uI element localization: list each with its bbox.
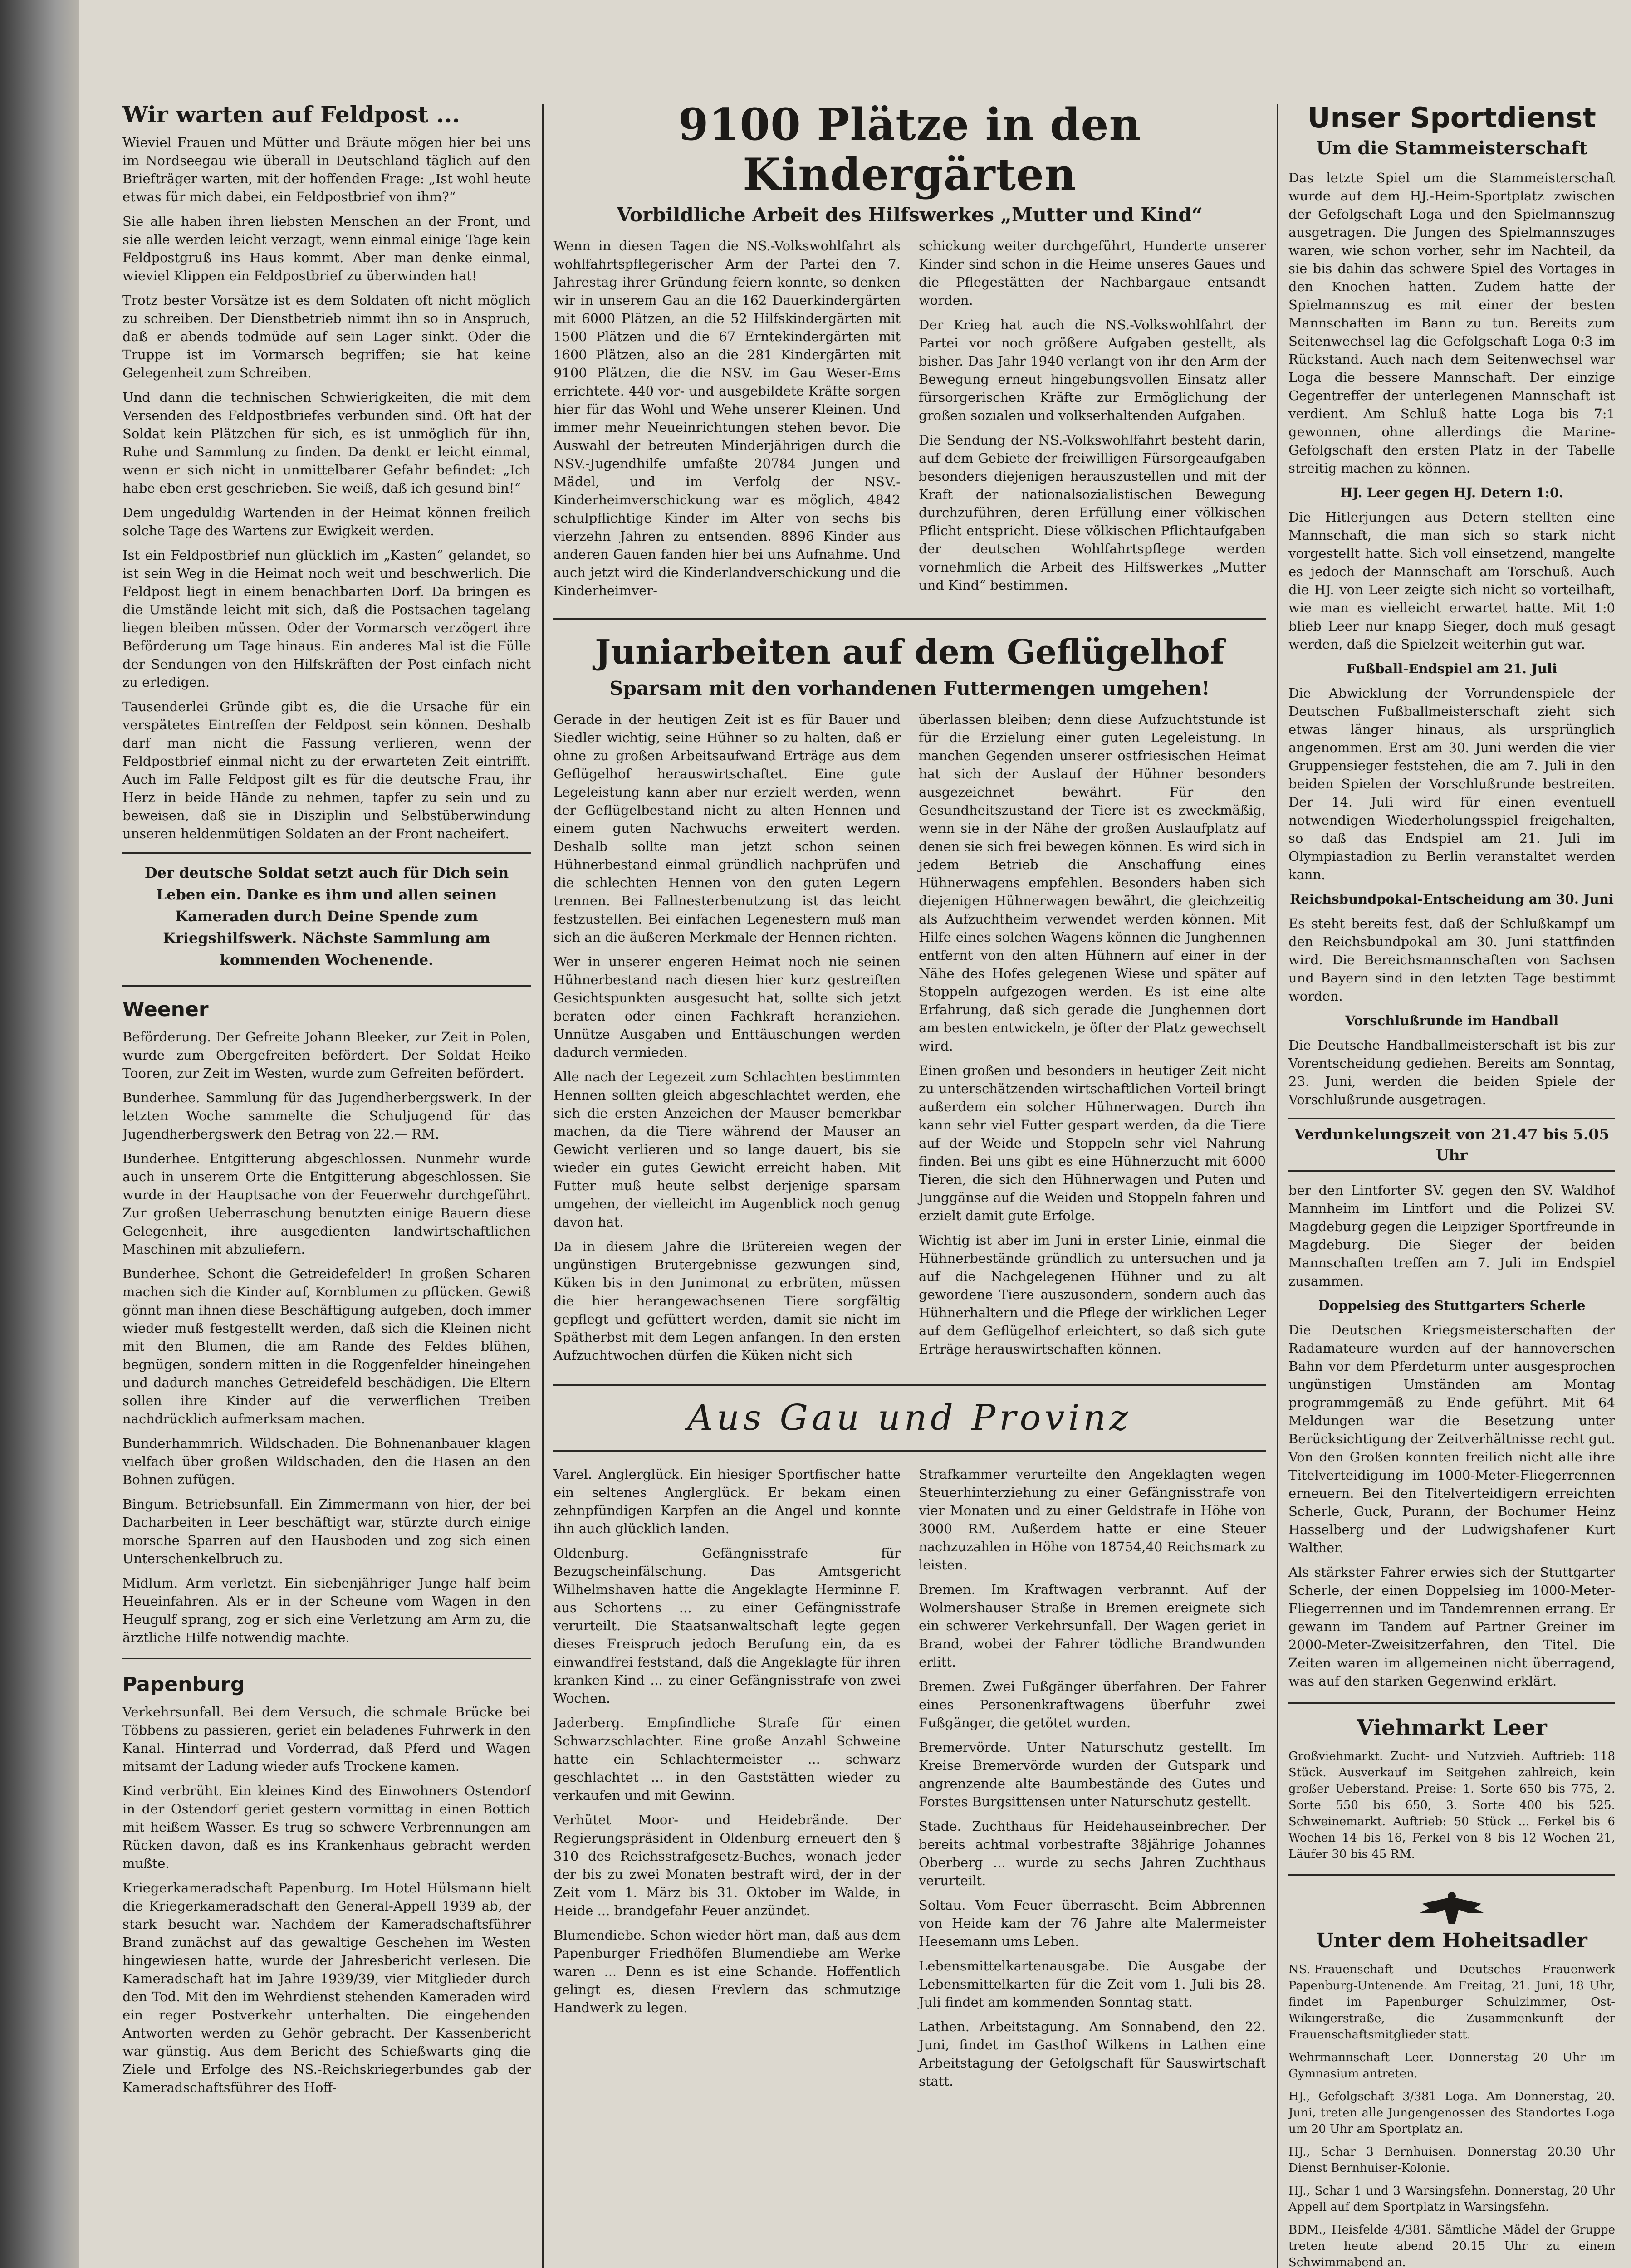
party-notices — [1288, 1961, 1615, 2268]
article-column — [919, 710, 1266, 1371]
news-item: Beförderung. Der Gefreite Johann Bleeker, zur Zeit in Polen, wurde zum Obergefreiten befördert. Der Soldat Heiko Tooren, zur Zeit im Westen, wurde zum Gefreiten befördert. — [122, 1029, 531, 1081]
sport-heading: Vorschlußrunde im Handball — [1345, 1013, 1559, 1028]
article-column — [919, 237, 1266, 606]
eagle-emblem-icon — [1418, 1888, 1486, 1929]
news-item: Bremen. Zwei Fußgänger überfahren. Der Fahrer eines Personenkraftwagens überfuhr zwei Fußgänger, die getötet wurden. — [919, 1679, 1266, 1730]
news-item: Blumendiebe. Schon wieder hört man, daß aus dem Papenburger Friedhöfen Blumendiebe am Werke waren ... Denn es ist eine Schande. Hoffentlich gelingt es, diesen Frevlern das schmutzige Handwerk zu legen. — [553, 1927, 901, 2015]
article-paragraph: Wichtig ist aber im Juni in erster Linie, einmal die Hühnerbestände gründlich zu untersuchen und ja auf die Nachgelegenen Hühner und zu alt gewordene Tiere auszusondern, sondern auch das Hühnerhaltern und die Pflege der wirklichen Leger auf dem Geflügelhof erleichtert, so daß sich gute Erträge herauswirtschaften können. — [919, 1232, 1266, 1357]
notice-item: Wehrmannschaft Leer. Donnerstag 20 Uhr im Gymnasium antreten. — [1288, 2051, 1615, 2081]
feldpost-paragraph: Und dann die technischen Schwierigkeiten, die mit dem Versenden des Feldpostbriefes verbunden sind. Oft hat der Soldat kein Plätzchen für sich, es ist unmöglich für ihn, Ruhe und Sammlung zu finden. Da denkt er leicht einmal, wenn er sich nicht in unmittelbarer Gefahr befindet: „Ich habe eben erst geschrieben. Sie weiß, daß ich gesund bin!“ — [122, 390, 531, 496]
notice-item: HJ., Schar 3 Bernhuisen. Donnerstag 20.30 Uhr Dienst Bernhuiser-Kolonie. — [1288, 2145, 1615, 2175]
article-paragraph: Der Krieg hat auch die NS.-Volkswohlfahrt der Partei vor noch größere Aufgaben gestellt, als bisher. Das Jahr 1940 verlangt von ihr den Arm der Bewegung erneut hingebungsvollen Einsatz aller fürsorgerischen Kräfte zur Ermöglichung der großen sozialen und volkserhaltenden Aufgaben. — [919, 317, 1266, 423]
news-column — [919, 1465, 1266, 2097]
regional-news-banner: Aus Gau und Provinz — [553, 1384, 1266, 1452]
column-divider — [542, 104, 544, 2268]
news-item: Bremervörde. Unter Naturschutz gestellt. Im Kreise Bremervörde wurden der Gutspark und angrenzende alte Baumbestände des Gutes und Forstes Burgsittensen unter Naturschutz gestellt. — [919, 1740, 1266, 1809]
news-item: Verhütet Moor- und Heidebrände. Der Regierungspräsident in Oldenburg erneuert den § 310 des Reichsstrafgesetz-Buches, wonach jeder der bis zu zwei Monaten bestraft wird, der in der Zeit vom 1. März bis 31. Oktober im Walde, in Heide ... brandgefahr Feuer anzündet. — [553, 1812, 901, 1918]
blackout-box — [1288, 1118, 1615, 1172]
sport-subtitle: Um die Stammeisterschaft — [1316, 137, 1587, 159]
divider — [1288, 1702, 1615, 1704]
news-item: Bremen. Im Kraftwagen verbrannt. Auf der Wolmershauser Straße in Bremen ereignete sich ein schwerer Verkehrsunfall. Der Wagen geriet in Brand, wobei der Fahrer tödliche Brandwunden erlitt. — [919, 1582, 1266, 1670]
news-item: Stade. Zuchthaus für Heidehauseinbrecher. Der bereits achtmal vorbestrafte 38jährige Johannes Oberberg ... wurde zu sechs Jahren Zuchthaus verurteilt. — [919, 1818, 1266, 1888]
feldpost-paragraph: Dem ungeduldig Wartenden in der Heimat können freilich solche Tage des Wartens zur Ewigkeit werden. — [122, 505, 531, 538]
poultry-subhead: Sparsam mit den vorhandenen Futtermengen umgehen! — [609, 677, 1210, 699]
sport-heading: Fußball-Endspiel am 21. Juli — [1347, 661, 1557, 676]
divider — [122, 1658, 531, 1659]
feldpost-paragraph: Sie alle haben ihren liebsten Menschen an der Front, und sie alle werden leicht verzagt, wenn einmal einige Tage kein Feldpostgruß ins Haus kommt. Aber man denke einmal, wieviel Klippen ein Feldpostbrief zu überwinden hat! — [122, 214, 531, 284]
feldpost-paragraph: Trotz bester Vorsätze ist es dem Soldaten oft nicht möglich zu schreiben. Der Dienstbetrieb nimmt ihn so in Anspruch, daß er abends todmüde auf sein Lager sinkt. Oder die Truppe ist im Vormarsch begriffen; sie hat keine Gelegenheit zum Schreiben. — [122, 293, 531, 381]
news-item: Soltau. Vom Feuer überrascht. Beim Abbrennen von Heide kam der 76 Jahre alte Malermeister Heesemann ums Leben. — [919, 1897, 1266, 1949]
article-paragraph: Gerade in der heutigen Zeit ist es für Bauer und Siedler wichtig, seine Hühner so zu halten, daß er ohne zu großen Arbeitsaufwand Erträge aus dem Geflügelhof herauswirtschaftet. Eine gute Legeleistung kann aber nur erzielt werden, wenn der Geflügelbestand nicht zu alten Hennen und einem guten Nachwuchs erweitert werden. Deshalb sollte man jetzt schon seinen Hühnerbestand einmal gründlich nachprüfen und die schlechten Hennen von den guten Legern trennen. Bei Fallnesterbenutzung ist das leicht festzustellen. Bei einfachen Legenestern muß man sich an die äußeren Merkmale der Hennen richten. — [553, 712, 901, 945]
papenburg-heading: Papenburg — [122, 1673, 245, 1696]
market-text: Großviehmarkt. Zucht- und Nutzvieh. Auftrieb: 118 Stück. Ausverkauf im Seitgehen zahlreich, kein großer Ueberstand. Preise: 1. Sorte 650 bis 775, 2. Sorte 550 bis 650, 3. Sorte 400 bis 525. Schweinemarkt. Auftrieb: 50 Stück ... Ferkel bis 6 Wochen 14 bis 16, Ferkel von 8 bis 12 Wochen 21, Läufer 30 bis 45 RM. — [1288, 1750, 1615, 1861]
column-1 — [122, 100, 531, 2268]
article-paragraph: Wenn in diesen Tagen die NS.-Volkswohlfahrt als wohlfahrtspflegerischer Arm der Partei den 7. Jahrestag ihrer Gründung feiern konnte, so denken wir in unserem Gau an die 162 Dauerkindergärten mit 6000 Plätzen, an die 52 Hilfskindergärten mit 1500 Plätzen und die 67 Erntekindergärten mit 1600 Plätzen, also an die 281 Kindergärten mit 9100 Plätzen, die die NSV. im Gau Weser-Ems errichtete. 440 vor- und ausgebildete Kräfte sorgen hier für das Wohl und Wehe unserer Kleinen. Und immer mehr Neueinrichtungen stehen bevor. Die Auswahl der betreuten Minderjährigen durch die NSV.-Jugendhilfe umfaßte 20784 Jungen und Mädel, und im Verfolg der NSV.-Kinderheimverschickung war es möglich, 4842 schulpflichtige Kinder im Alter von sechs bis vierzehn Jahren zu entsenden. 8896 Kinder aus anderen Gauen fanden hier bei uns Aufnahme. Und auch jetzt wird die Kinderlandverschickung und die Kinderheimver- — [553, 238, 901, 598]
news-item: Bunderhee. Sammlung für das Jugendherbergswerk. In der letzten Woche sammelte die Schuljugend für das Jugendherbergswerk den Betrag von 22.— RM. — [122, 1090, 531, 1142]
eagle-section-title: Unter dem Hoheitsadler — [1316, 1929, 1587, 1952]
feldpost-paragraph: Tausenderlei Gründe gibt es, die die Ursache für ein verspätetes Eintreffen der Feldpost sein können. Deshalb darf man nicht die Fassung verlieren, wenn der Feldpostbrief einmal nicht zu der erwarteten Zeit eintrifft. Auch im Falle Feldpost gilt es für die deutsche Frau, ihr Herz in beide Hände zu nehmen, tapfer zu sein und zu beweisen, daß sie in Disziplin und Selbstüberwindung unseren heldenmütigen Soldaten an der Front nacheifert. — [122, 699, 531, 841]
news-item: Bingum. Betriebsunfall. Ein Zimmermann von hier, der bei Dacharbeiten in Leer beschäftigt war, stürzte durch einige morsche Sparren auf den Hausboden und zog sich einen Unterschenkelbruch zu. — [122, 1496, 531, 1566]
sport-paragraph: Die Abwicklung der Vorrundenspiele der Deutschen Fußballmeisterschaft zieht sich etwas länger hinaus, als ursprünglich angenommen. Erst am 30. Juni werden die vier Gruppensieger feststehen, die am 7. Juli in den beiden Spielen der Vorschlußrunde bestreiten. Der 14. Juli wird für einen eventuell notwendigen Wiederholungsspiel freigehalten, so daß das Endspiel am 21. Juli im Olympiastadion zu Berlin veranstaltet werden kann. — [1288, 685, 1615, 882]
article-paragraph: überlassen bleiben; denn diese Aufzuchtstunde ist für die Erzielung einer guten Legeleistung. In manchen Gegenden unserer ostfriesischen Heimat hat sich der Auslauf der Hühner besonders ausgezeichnet bewährt. Für den Gesundheitszustand der Tiere ist es zweckmäßig, wenn sie in der Nähe der großen Auslaufplatz auf denen sie sich frei bewegen können. Es wird sich in jedem Betrieb die Anschaffung eines Hühnerwagens empfehlen. Besonders haben sich diejenigen Hühnerwagen bewährt, die gleichzeitig als Aufzuchtheim verwendet werden können. Mit Hilfe eines solchen Wagens können die Junghennen entfernt von den alten Hühnern auf einer in der Nähe des Hofes gelegenen Wiese und später auf Stoppeln aufgezogen werden. Es ist eine alte Erfahrung, daß sich gerade die Junghennen dort am besten entwickeln, je öfter der Platz gewechselt wird. — [919, 712, 1266, 1054]
column-2 — [553, 100, 1266, 2268]
papenburg-news — [122, 1703, 531, 2097]
kindergarten-article — [553, 237, 1266, 606]
article-column — [553, 237, 901, 606]
news-item: Verkehrsunfall. Bei dem Versuch, die schmale Brücke bei Többens zu passieren, geriet ein beladenes Fuhrwerk in den Kanal. Hinterrad und Vorderrad, daß Pferd und Wagen mitsamt der Ladung wieder aufs Trockene kamen. — [122, 1704, 531, 1774]
news-column — [553, 1465, 901, 2097]
article-paragraph: Einen großen und besonders in heutiger Zeit nicht zu unterschätzenden wirtschaftlichen Vorteil bringt außerdem ein solcher Hühnerwagen. Durch ihn kann sehr viel Futter gespart werden, da die Tiere auf der Weide und Stoppeln sehr viel Nahrung finden. Bei uns gibt es eine Hühnerzucht mit 6000 Tieren, die sich den Hühnerwagen und Puten und Junggänse auf die Weiden und Stoppeln fahren und erzielt damit gute Erfolge. — [919, 1063, 1266, 1223]
news-item: Kind verbrüht. Ein kleines Kind des Einwohners Ostendorf in der Ostendorf geriet gestern vormittag in einen Bottich mit heißem Wasser. Es trug so schwere Verbrennungen am Rücken davon, daß es ins Krankenhaus gebracht werden mußte. — [122, 1783, 531, 1871]
news-item: Lathen. Arbeitstagung. Am Sonnabend, den 22. Juni, findet im Gasthof Wilkens in Lathen eine Arbeitstagung der Gefolgschaft für Sauswirtschaft statt. — [919, 2019, 1266, 2089]
sport-section-title: Unser Sportdienst — [1308, 101, 1596, 134]
poultry-article — [553, 710, 1266, 1371]
news-item: Lebensmittelkartenausgabe. Die Ausgabe der Lebensmittelkarten für die Zeit vom 1. Juli bis 28. Juli findet am kommenden Sonntag statt. — [919, 1958, 1266, 2010]
donation-appeal: Der deutsche Soldat setzt auch für Dich sein Leben ein. Danke es ihm und allen seinen Kameraden durch Deine Spende zum Kriegshilfswerk. Nächste Sammlung am kommenden Wochenende. — [144, 864, 509, 968]
news-item: Bunderhee. Schont die Getreidefelder! In großen Scharen machen sich die Kinder auf, Kornblumen zu pflücken. Gewiß gönnt man ihnen diese Beschäftigung aufgeben, doch immer wieder muß festgestellt werden, daß sich die Kleinen nicht mit den Blumen, die am Rande des Feldes blühen, begnügen, sondern mitten in die Roggenfelder hineingehen und dadurch manches Getreidefeld beschädigen. Die Eltern sollen ihre Kinder auf die verwerflichen Treiben nachdrücklich aufmerksam machen. — [122, 1266, 531, 1427]
feldpost-paragraph: Wieviel Frauen und Mütter und Bräute mögen hier bei uns im Nordseegau wie überall in Deutschland täglich auf den Briefträger warten, mit der hoffenden Frage: „Ist wohl heute etwas für mich dabei, ein Feldpostbrief von ihm?“ — [122, 135, 531, 205]
sport-heading: Reichsbundpokal-Entscheidung am 30. Juni — [1290, 891, 1614, 907]
blackout-time: Verdunkelungszeit von 21.47 bis 5.05 Uhr — [1294, 1125, 1610, 1164]
notice-item: BDM., Heisfelde 4/381. Sämtliche Mädel der Gruppe treten heute abend 20.15 Uhr zu einem Schwimmabend an. — [1288, 2223, 1615, 2268]
article-column — [553, 710, 901, 1371]
news-item: Strafkammer verurteilte den Angeklagten wegen Steuerhinterziehung zu einer Gefängnisstrafe von vier Monaten und zu einer Geldstrafe in Höhe von 3000 RM. Außerdem hatte er eine Steuer nachzuzahlen in Höhe von 18754,40 Reichsmark zu leisten. — [919, 1466, 1266, 1573]
column-divider — [1277, 104, 1278, 2268]
news-item: Kriegerkameradschaft Papenburg. Im Hotel Hülsmann hielt die Kriegerkameradschaft den General-Appell 1939 ab, der stark besucht war. Nachdem der Kameradschaftsführer Brand zunächst auf das gewaltige Geschehen im Westen hingewiesen hatte, wurde der Jahresbericht verlesen. Die Kameradschaft hat im Jahre 1939/39, vier Mitglieder durch den Tod. Mit den im Wehrdienst stehenden Kameraden wird ein reger Postverkehr unterhalten. Die eingehenden Antworten werden zu Gehör gebracht. Der Kassenbericht war günstig. Aus dem Bericht des Schießwarts ging die Ziele und Erfolge des NS.-Reichskriegerbundes gab der Kameradschaftsführer des Hoff- — [122, 1880, 531, 2095]
divider — [1288, 1874, 1615, 1876]
article-paragraph: schickung weiter durchgeführt, Hunderte unserer Kinder sind schon in die Heime unseres Gaues und die Pflegestätten der Nachbargaue entsandt worden. — [919, 238, 1266, 308]
sport-paragraph: Es steht bereits fest, daß der Schlußkampf um den Reichsbundpokal am 30. Juni stattfinden wird. Die Bereichsmannschaften von Sachsen und Bayern sind in den letzten Tage bestimmt worden. — [1288, 916, 1615, 1004]
sport-paragraph: Als stärkster Fahrer erwies sich der Stuttgarter Scherle, der einen Doppelsieg im 1000-Meter-Fliegerrennen und im Tandemrennen errang. Er gewann im Tandem auf Partner Greiner im 2000-Meter-Zweisitzerfahren, den Titel. Die Zeiten waren im allgemeinen nicht überragend, was auf den starken Gegenwind erklärt. — [1288, 1564, 1615, 1689]
notice-item: HJ., Gefolgschaft 3/381 Loga. Am Donnerstag, 20. Juni, treten alle Jungengenossen des Standortes Loga um 20 Uhr am Sportplatz an. — [1288, 2090, 1615, 2136]
sport-paragraph: ber den Lintforter SV. gegen den SV. Waldhof Mannheim im Lintfort und die Polizei SV. Magdeburg gegen die Leipziger Sportfreunde in Magdeburg. Die Sieger der beiden Mannschaften treffen am 7. Juli im Endspiel zusammen. — [1288, 1183, 1615, 1289]
book-binding — [0, 0, 79, 2268]
market-title: Viehmarkt Leer — [1357, 1715, 1547, 1740]
news-item: Jaderberg. Empfindliche Strafe für einen Schwarzschlachter. Eine große Anzahl Schweine hatte ein Schlachtermeister ... schwarz geschlachtet ... in den Gaststätten wieder zu verkaufen und mit Gewinn. — [553, 1715, 901, 1803]
weener-news — [122, 1028, 531, 1647]
article-paragraph: Da in diesem Jahre die Brütereien wegen der ungünstigen Brutergebnisse gezwungen sind, Küken bis in den Junimonat zu erbrüten, müssen die hier herangewachsenen Tiere sorgfältig gepflegt und gefüttert werden, damit sie nicht im Spätherbst mit dem Legen anfangen. In den ersten Aufzuchtwochen dürfen die Küken nicht sich — [553, 1239, 901, 1363]
donation-appeal-box — [122, 852, 531, 987]
market-report — [1288, 1748, 1615, 1862]
news-item: Oldenburg. Gefängnisstrafe für Bezugscheinfälschung. Das Amtsgericht Wilhelmshaven hatte die Angeklagte Herminne F. aus Schortens ... zu einer Gefängnisstrafe verurteilt. Die Staatsanwaltschaft legte gegen dieses Freispruch jedoch Berufung ein, da es einwandfrei feststand, daß die Angeklagte für ihren kranken Kind ... zu einer Gefängnisstrafe von zwei Wochen. — [553, 1545, 901, 1706]
feldpost-title: Wir warten auf Feldpost ... — [122, 101, 460, 128]
article-paragraph: Wer in unserer engeren Heimat noch nie seinen Hühnerbestand nach diesen hier kurz gestreiften Gesichtspunkten ausgesucht hat, sollte sich jetzt beraten oder einen Fachkraft heranziehen. Unnütze Ausgaben und Enttäuschungen werden dadurch vermieden. — [553, 954, 901, 1060]
sport-news-continued — [1288, 1181, 1615, 1690]
news-item: Midlum. Arm verletzt. Ein siebenjähriger Junge half beim Heueinfahren. Als er in der Scheune vom Wagen in den Heugulf sprang, zog er sich eine Verletzung am Arm zu, die ärztliche Hilfe notwendig machte. — [122, 1575, 531, 1645]
column-3 — [1288, 100, 1615, 2268]
sport-paragraph: Die Hitlerjungen aus Detern stellten eine Mannschaft, die man sich so stark nicht vorgestellt hatte. Sich voll einsetzend, mangelte es jedoch der Mannschaft am Torschuß. Auch die HJ. von Leer zeigte sich nicht so vorteilhaft, wie man es vielleicht erwartet hatte. Mit 1:0 blieb Leer nur knapp Sieger, doch muß gesagt werden, daß die Spielzeit weiterhin gut war. — [1288, 509, 1615, 652]
divider — [553, 618, 1266, 620]
article-paragraph: Alle nach der Legezeit zum Schlachten bestimmten Hennen sollten gleich abgeschlachtet werden, ehe sich die ersten Anzeichen der Mauser bemerkbar machen, da die Tiere während der Mauser an Gewicht verlieren und so lange dauert, bis sie wieder ein gutes Gewicht erreicht haben. Mit Futter muß heute selbst derjenige sparsam umgehen, der vielleicht im Augenblick noch genug davon hat. — [553, 1069, 901, 1230]
article-paragraph: Die Sendung der NS.-Volkswohlfahrt besteht darin, auf dem Gebiete der freiwilligen Fürsorgeaufgaben besonders diejenigen herauszustellen und mit der Kraft der nationalsozialistischen Bewegung durchzuführen, deren Erfüllung einer völkischen Pflicht entspricht. Diese völkischen Pflichtaufgaben der deutschen Wohlfahrtspflege werden vornehmlich die Arbeit des Hilfswerkes „Mutter und Kind“ bestimmen. — [919, 432, 1266, 593]
notice-item: HJ., Schar 1 und 3 Warsingsfehn. Donnerstag, 20 Uhr Appell auf dem Sportplatz in Warsingsfehn. — [1288, 2184, 1615, 2214]
kindergarten-headline: 9100 Plätze in den Kindergärten — [678, 100, 1141, 200]
sport-news — [1288, 169, 1615, 1109]
news-item: Bunderhammrich. Wildschaden. Die Bohnenanbauer klagen vielfach über großen Wildschaden, den die Hasen an den Bohnen zufügen. — [122, 1436, 531, 1487]
sport-heading: Doppelsieg des Stuttgarters Scherle — [1318, 1298, 1586, 1313]
feldpost-paragraph: Ist ein Feldpostbrief nun glücklich im „Kasten“ gelandet, so ist sein Weg in die Heimat noch weit und beschwerlich. Die Feldpost liegt in einem benachbarten Dorf. Da bringen es die Umstände leicht mit sich, daß die Postsachen tagelang liegen bleiben müssen. Oder der Vormarsch verzögert ihre Beförderung um Tage hinaus. Ein anderes Mal ist die Fülle der Sendungen von den Hilfskräften der Post einfach nicht zu erledigen. — [122, 547, 531, 690]
newspaper-page — [79, 0, 1631, 2268]
weener-heading: Weener — [122, 998, 209, 1021]
news-item: Bunderhee. Entgitterung abgeschlossen. Nunmehr wurde auch in unserem Orte die Entgitterung abgeschlossen. Sie wurde in der Hauptsache von der Feuerwehr durchgeführt. Zur großen Ueberraschung benutzten einige Bauern diese Gelegenheit, ihre ausgedienten landwirtschaftlichen Maschinen mit abzuliefern. — [122, 1151, 531, 1257]
notice-item: NS.-Frauenschaft und Deutsches Frauenwerk Papenburg-Untenende. Am Freitag, 21. Juni, 18 Uhr, findet im Papenburger Schulzimmer, Ost-Wikingerstraße, die Zusammenkunft der Frauenschaftsmitglieder statt. — [1288, 1963, 1615, 2042]
sport-paragraph: Das letzte Spiel um die Stammeisterschaft wurde auf dem HJ.-Heim-Sportplatz zwischen der Gefolgschaft Loga und den Spielmannszug ausgetragen. Die Jungen des Spielmannszuges waren, wie schon vorher, sehr im Nachteil, da sie bis dahin das schwere Spiel des Vortages in den Knochen hatten. Zudem hatte der Spielmannszug es mit einer der besten Mannschaften im Bann zu tun. Bereits zum Seitenwechsel lag die Gefolgschaft Loga 0:3 im Rückstand. Auch nach dem Seitenwechsel war Loga die bessere Mannschaft. Der einzige Gegentreffer der unterlegenen Mannschaft ist verdient. Am Schluß hatte Loga bis 7:1 gewonnen, ohne allerdings die Marine-Gefolgschaft den ersten Platz in der Tabelle streitig machen zu können. — [1288, 170, 1615, 476]
news-item: Varel. Anglerglück. Ein hiesiger Sportfischer hatte ein seltenes Anglerglück. Er bekam einen zehnpfündigen Karpfen an die Angel und konnte ihn auch glücklich landen. — [553, 1466, 901, 1536]
sport-paragraph: Die Deutsche Handballmeisterschaft ist bis zur Vorentscheidung gediehen. Bereits am Sonntag, 23. Juni, werden die beiden Spiele der Vorschlußrunde ausgetragen. — [1288, 1037, 1615, 1107]
poultry-headline: Juniarbeiten auf dem Geflügelhof — [595, 633, 1224, 672]
sport-paragraph: Die Deutschen Kriegsmeisterschaften der Radamateure wurden auf der hannoverschen Bahn vor dem Pferdeturm unter ausgesprochen ungünstigen Umständen am Montag programmgemäß zu Ende geführt. Mit 64 Meldungen war die Besetzung unter Berücksichtigung der Zeitverhältnisse recht gut. Von den Großen konnten freilich nicht alle ihre Titelverteidigung im 1000-Meter-Fliegerrennen erneuern. Bei den Titelverteidigern erreichten Scherle, Guck, Purann, der Bochumer Heinz Hasselberg und der Ludwigshafener Kurt Walther. — [1288, 1322, 1615, 1555]
feldpost-article — [122, 133, 531, 843]
kindergarten-subhead: Vorbildliche Arbeit des Hilfswerkes „Mutter und Kind“ — [617, 204, 1203, 226]
regional-news — [553, 1465, 1266, 2097]
sport-heading: HJ. Leer gegen HJ. Detern 1:0. — [1340, 485, 1564, 500]
